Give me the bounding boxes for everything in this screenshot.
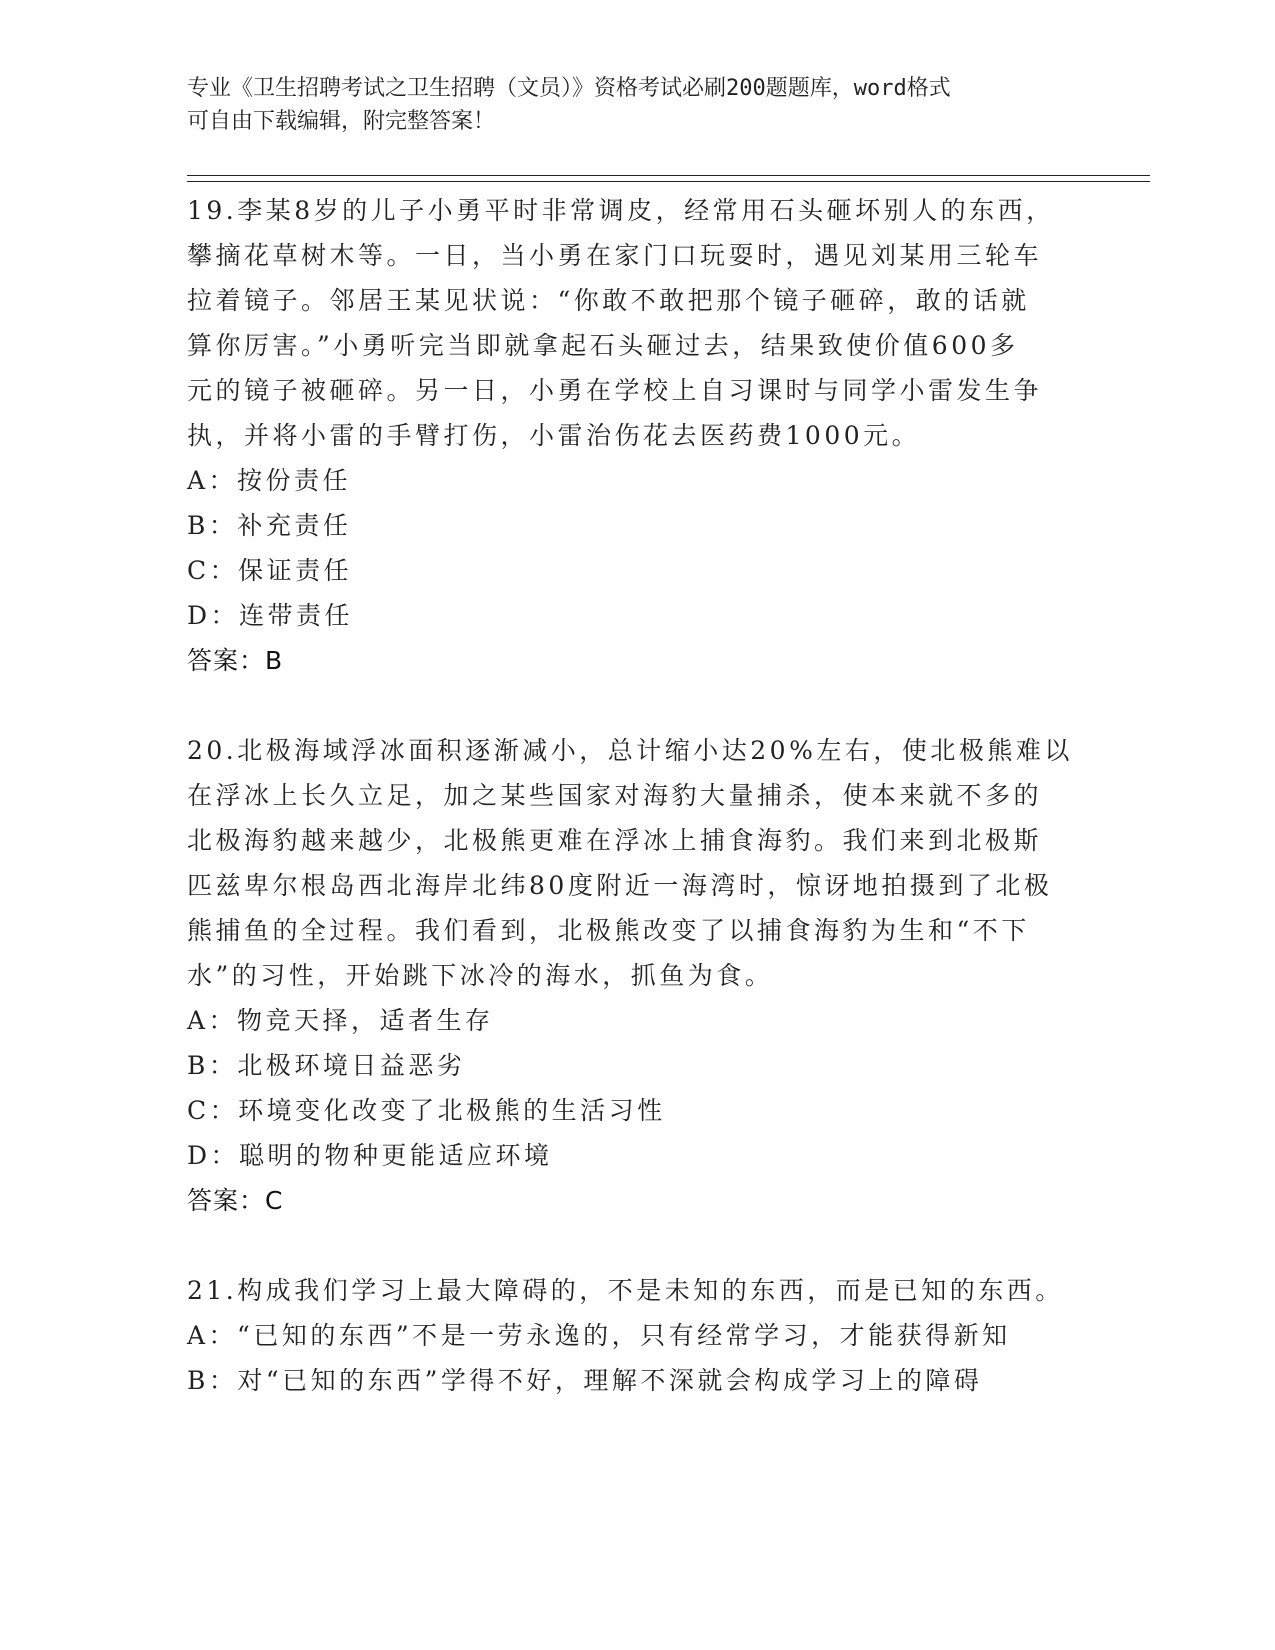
option-d: D：连带责任 bbox=[187, 601, 354, 630]
question-text-line: 执，并将小雷的手臂打伤，小雷治伤花去医药费1000元。 bbox=[187, 421, 921, 450]
question-text-line: 元的镜子被砸碎。另一日，小勇在学校上自习课时与同学小雷发生争 bbox=[187, 376, 1043, 405]
answer-label: 答案：B bbox=[187, 646, 284, 675]
header-divider-bottom bbox=[187, 181, 1150, 182]
header-line-1: 专业《卫生招聘考试之卫生招聘（文员）》资格考试必刷200题题库，word格式 bbox=[187, 76, 951, 101]
question-text-line: 水”的习性，开始跳下冰冷的海水，抓鱼为食。 bbox=[187, 961, 774, 990]
option-d: D：聪明的物种更能适应环境 bbox=[187, 1141, 553, 1170]
question-text-line: 北极海豹越来越少，北极熊更难在浮冰上捕食海豹。我们来到北极斯 bbox=[187, 826, 1043, 855]
question-21 bbox=[187, 1268, 1087, 1403]
question-20 bbox=[187, 728, 1087, 1223]
question-text-line: 19.李某8岁的儿子小勇平时非常调皮，经常用石头砸坏别人的东西， bbox=[187, 196, 1055, 225]
document-header bbox=[187, 72, 1087, 138]
question-text-line: 算你厉害。”小勇听完当即就拿起石头砸过去，结果致使价值600多 bbox=[187, 331, 1019, 360]
header-divider-top bbox=[187, 175, 1150, 176]
option-c: C：保证责任 bbox=[187, 556, 353, 585]
option-a: A：按份责任 bbox=[187, 466, 352, 495]
question-text-line: 攀摘花草树木等。一日，当小勇在家门口玩耍时，遇见刘某用三轮车 bbox=[187, 241, 1043, 270]
option-a: A：“已知的东西”不是一劳永逸的，只有经常学习，才能获得新知 bbox=[187, 1321, 1011, 1350]
question-text-line: 熊捕鱼的全过程。我们看到，北极熊改变了以捕食海豹为生和“不下 bbox=[187, 916, 1030, 945]
option-b: B：补充责任 bbox=[187, 511, 352, 540]
question-list bbox=[187, 188, 1087, 1403]
spacer bbox=[187, 683, 1087, 728]
spacer bbox=[187, 1223, 1087, 1268]
question-text-line: 21.构成我们学习上最大障碍的，不是未知的东西，而是已知的东西。 bbox=[187, 1276, 1064, 1305]
option-b: B：北极环境日益恶劣 bbox=[187, 1051, 466, 1080]
option-b: B：对“已知的东西”学得不好，理解不深就会构成学习上的障碍 bbox=[187, 1366, 983, 1395]
header-line-2: 可自由下载编辑，附完整答案！ bbox=[187, 109, 496, 134]
option-c: C：环境变化改变了北极熊的生活习性 bbox=[187, 1096, 666, 1125]
question-text-line: 拉着镜子。邻居王某见状说：“你敢不敢把那个镜子砸碎，敢的话就 bbox=[187, 286, 1030, 315]
question-text-line: 20.北极海域浮冰面积逐渐减小，总计缩小达20%左右，使北极熊难以 bbox=[187, 736, 1073, 765]
option-a: A：物竞天择，适者生存 bbox=[187, 1006, 494, 1035]
question-19 bbox=[187, 188, 1087, 683]
answer-label: 答案：C bbox=[187, 1186, 284, 1215]
question-text-line: 匹兹卑尔根岛西北海岸北纬80度附近一海湾时，惊讶地拍摄到了北极 bbox=[187, 871, 1053, 900]
question-text-line: 在浮冰上长久立足，加之某些国家对海豹大量捕杀，使本来就不多的 bbox=[187, 781, 1043, 810]
